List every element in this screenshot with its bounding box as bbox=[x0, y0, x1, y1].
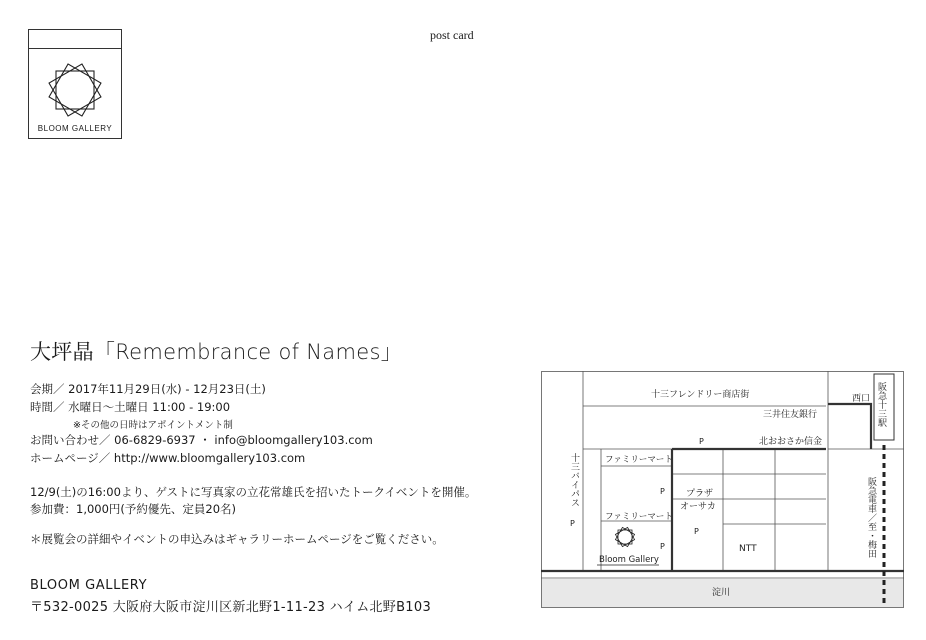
access-map bbox=[541, 371, 904, 609]
map-gallery-label: Bloom Gallery bbox=[599, 555, 659, 565]
postcard-label: post card bbox=[430, 28, 474, 42]
event-fee: 参加費：1,000円(予約優先、定員20名) bbox=[30, 502, 237, 516]
map-bypass-label: 十三バイパス bbox=[569, 453, 579, 507]
map-familymart-label-2: ファミリーマート bbox=[605, 512, 673, 522]
footer-address: 〒532-0025 大阪府大阪市淀川区新北野1-11-23 ハイム北野B103 bbox=[30, 600, 432, 615]
map-parking-label-2: P bbox=[660, 487, 665, 496]
exhibition-hours: 時間／ 水曜日～土曜日 11:00 - 19:00 bbox=[30, 400, 231, 414]
homepage-link: ホームページ／ http://www.bloomgallery103.com bbox=[30, 451, 306, 465]
map-parking-label-3: P bbox=[660, 542, 665, 551]
map-plaza-label-1: プラザ bbox=[686, 489, 714, 499]
map-railway-label: 阪急電車／至・梅田 bbox=[866, 477, 876, 558]
map-bank2-label: 北おおさか信金 bbox=[759, 437, 823, 447]
hours-note: ※その他の日時はアポイントメント制 bbox=[73, 420, 233, 431]
event-info: 12/9(土)の16:00より、ゲストに写真家の立花常雄氏を招いたトークイベントを開催。 bbox=[30, 485, 477, 499]
logo-name: BLOOM GALLERY bbox=[37, 124, 113, 133]
gallery-logo bbox=[28, 29, 122, 139]
map-ntt-label: NTT bbox=[739, 544, 757, 554]
map-station-label: 阪急十三駅 bbox=[876, 382, 886, 427]
exhibition-period: 会期／ 2017年11月29日(水) - 12月23日(土) bbox=[30, 382, 266, 396]
station-road bbox=[828, 404, 871, 449]
exhibition-title: 大坪晶「Remembrance of Names」 bbox=[30, 340, 402, 364]
map-parking-label: P bbox=[699, 437, 704, 446]
logo-divider bbox=[29, 48, 121, 49]
map-river-label: 淀川 bbox=[712, 588, 731, 598]
map-west-exit-label: 西口 bbox=[852, 394, 871, 404]
map-plaza-label-2: オーサカ bbox=[680, 502, 716, 512]
footer-gallery-name: BLOOM GALLERY bbox=[30, 578, 148, 593]
map-familymart-label-1: ファミリーマート bbox=[605, 455, 673, 465]
map-bank1-label: 三井住友銀行 bbox=[763, 410, 818, 420]
map-gallery-marker bbox=[597, 527, 659, 565]
contact-info: お問い合わせ／ 06-6829-6937 ・ info@bloomgallery103.com bbox=[30, 433, 373, 447]
map-parking-label-4: P bbox=[694, 527, 699, 536]
flower-logo-icon bbox=[42, 57, 108, 123]
details-notice: ＊展覧会の詳細やイベントの申込みはギャラリーホームページをご覧ください。 bbox=[30, 532, 444, 546]
map-parking-label-5: P bbox=[570, 519, 575, 528]
map-street-label: 十三フレンドリー商店街 bbox=[651, 390, 750, 400]
